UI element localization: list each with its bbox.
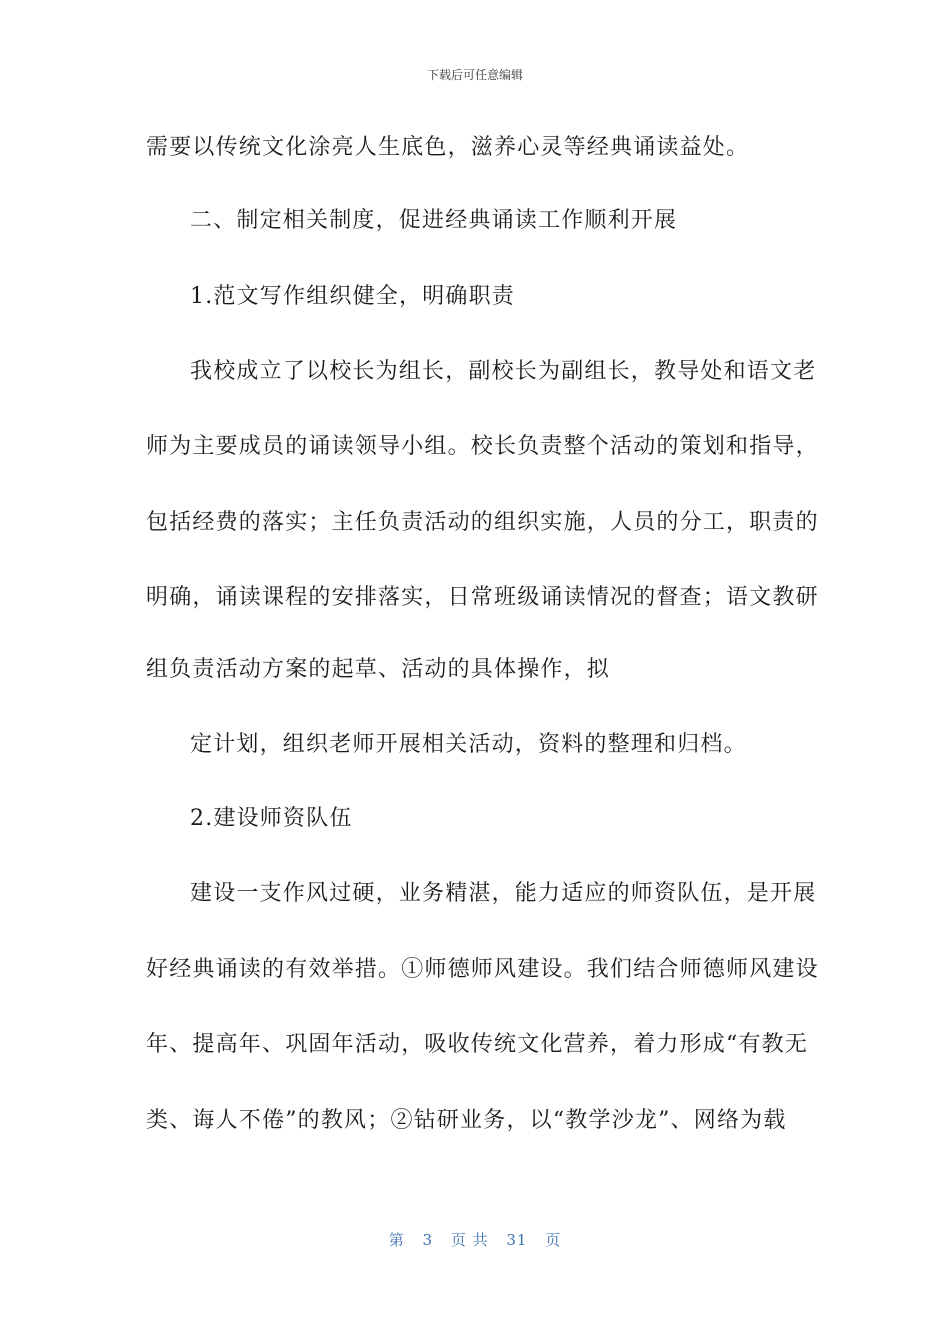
subsection-heading: 1.范文写作组织健全，明确职责	[190, 284, 515, 309]
page-footer	[0, 1229, 950, 1250]
text-line: 类、诲人不倦”的教风；②钻研业务，以“教学沙龙”、网络为载	[146, 1108, 787, 1133]
text-line: 组负责活动方案的起草、活动的具体操作，拟	[146, 657, 611, 682]
page-label-prefix: 第	[388, 1231, 405, 1249]
text-line: 好经典诵读的有效举措。①师德师风建设。我们结合师德师风建设	[146, 957, 819, 982]
text-line: 需要以传统文化涂亮人生底色，滋养心灵等经典诵读益处。	[146, 135, 750, 160]
current-page-number: 3	[422, 1231, 434, 1249]
subsection-heading: 2.建设师资队伍	[190, 806, 353, 831]
page-label-mid: 页 共	[450, 1231, 489, 1249]
total-pages-number: 31	[506, 1231, 528, 1249]
text-line: 我校成立了以校长为组长，副校长为副组长，教导处和语文老	[190, 359, 817, 384]
section-heading: 二、制定相关制度，促进经典诵读工作顺利开展	[190, 208, 678, 233]
page-label-suffix: 页	[545, 1231, 562, 1249]
text-line: 定计划，组织老师开展相关活动，资料的整理和归档。	[190, 732, 747, 757]
header-note: 下载后可任意编辑	[426, 68, 523, 82]
text-line: 明确，诵读课程的安排落实，日常班级诵读情况的督查；语文教研	[146, 585, 819, 610]
text-line: 包括经费的落实；主任负责活动的组织实施，人员的分工，职责的	[146, 510, 819, 535]
text-line: 年、提高年、巩固年活动，吸收传统文化营养，着力形成“有教无	[146, 1032, 809, 1057]
text-line: 师为主要成员的诵读领导小组。校长负责整个活动的策划和指导，	[146, 434, 819, 459]
text-line: 建设一支作风过硬，业务精湛，能力适应的师资队伍，是开展	[190, 881, 817, 906]
